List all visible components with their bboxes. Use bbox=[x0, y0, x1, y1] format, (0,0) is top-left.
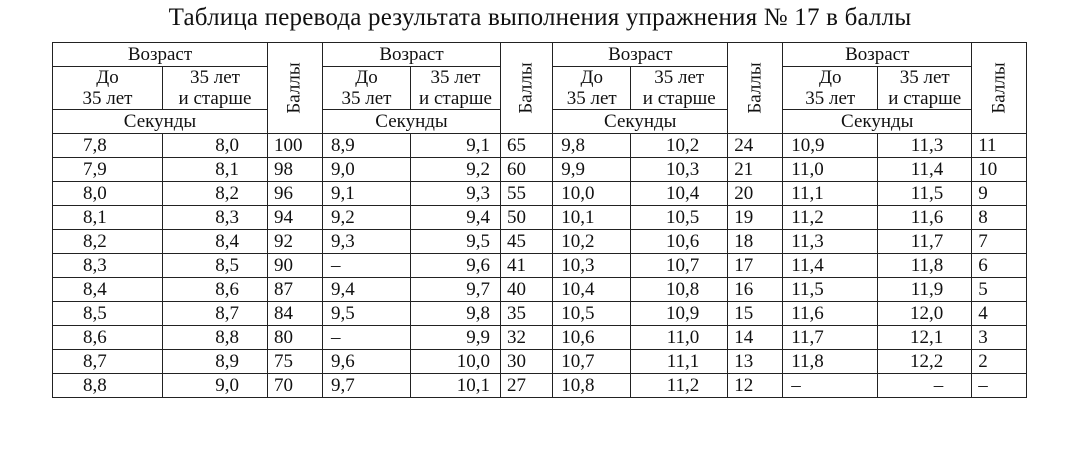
seconds-cell: 8,7 bbox=[163, 302, 268, 326]
over-35-header: 35 лет и старше bbox=[631, 67, 728, 110]
table-row bbox=[53, 158, 1027, 182]
points-cell: 45 bbox=[501, 230, 553, 254]
seconds-cell: 8,1 bbox=[53, 206, 163, 230]
seconds-cell: 9,7 bbox=[323, 374, 411, 398]
points-cell: 55 bbox=[501, 182, 553, 206]
seconds-cell: 9,4 bbox=[323, 278, 411, 302]
points-header: Баллы bbox=[268, 43, 323, 134]
seconds-cell: 8,8 bbox=[53, 374, 163, 398]
seconds-cell: 11,2 bbox=[631, 374, 728, 398]
seconds-cell: 10,2 bbox=[631, 134, 728, 158]
seconds-cell: 11,1 bbox=[631, 350, 728, 374]
seconds-cell: 10,5 bbox=[553, 302, 631, 326]
points-cell: 92 bbox=[268, 230, 323, 254]
seconds-cell: 9,4 bbox=[411, 206, 501, 230]
seconds-cell: 8,3 bbox=[53, 254, 163, 278]
points-cell: 15 bbox=[728, 302, 783, 326]
points-cell: 84 bbox=[268, 302, 323, 326]
age-header: Возраст bbox=[553, 43, 728, 67]
points-cell: 35 bbox=[501, 302, 553, 326]
seconds-cell: 11,6 bbox=[878, 206, 972, 230]
points-cell: 7 bbox=[972, 230, 1027, 254]
points-cell: 12 bbox=[728, 374, 783, 398]
seconds-cell: 8,9 bbox=[323, 134, 411, 158]
seconds-cell: 8,3 bbox=[163, 206, 268, 230]
seconds-cell: 9,6 bbox=[323, 350, 411, 374]
seconds-cell: 10,3 bbox=[631, 158, 728, 182]
seconds-cell: 11,5 bbox=[878, 182, 972, 206]
table-row bbox=[53, 206, 1027, 230]
points-cell: 13 bbox=[728, 350, 783, 374]
points-cell: 20 bbox=[728, 182, 783, 206]
points-cell: 18 bbox=[728, 230, 783, 254]
points-cell: 9 bbox=[972, 182, 1027, 206]
seconds-cell: 9,8 bbox=[411, 302, 501, 326]
points-cell: 96 bbox=[268, 182, 323, 206]
seconds-cell: 10,6 bbox=[631, 230, 728, 254]
table-row bbox=[53, 350, 1027, 374]
seconds-cell: 9,2 bbox=[323, 206, 411, 230]
table-row bbox=[53, 302, 1027, 326]
over-35-header: 35 лет и старше bbox=[411, 67, 501, 110]
seconds-cell: 11,4 bbox=[783, 254, 878, 278]
seconds-cell: 11,9 bbox=[878, 278, 972, 302]
points-cell: 87 bbox=[268, 278, 323, 302]
seconds-cell: 9,0 bbox=[163, 374, 268, 398]
under-35-header: До 35 лет bbox=[783, 67, 878, 110]
points-cell: 70 bbox=[268, 374, 323, 398]
table-row bbox=[53, 134, 1027, 158]
seconds-cell: 10,5 bbox=[631, 206, 728, 230]
seconds-cell: 10,4 bbox=[553, 278, 631, 302]
seconds-cell: 9,5 bbox=[323, 302, 411, 326]
seconds-cell: 9,7 bbox=[411, 278, 501, 302]
seconds-cell: 11,4 bbox=[878, 158, 972, 182]
seconds-cell: 12,2 bbox=[878, 350, 972, 374]
seconds-cell: 11,0 bbox=[783, 158, 878, 182]
seconds-cell: – bbox=[323, 326, 411, 350]
seconds-cell: 8,1 bbox=[163, 158, 268, 182]
points-cell: 6 bbox=[972, 254, 1027, 278]
seconds-cell: 11,6 bbox=[783, 302, 878, 326]
seconds-cell: 9,1 bbox=[411, 134, 501, 158]
seconds-header: Секунды bbox=[783, 110, 972, 134]
seconds-cell: 9,3 bbox=[411, 182, 501, 206]
seconds-cell: – bbox=[323, 254, 411, 278]
table-row bbox=[53, 230, 1027, 254]
seconds-cell: 11,7 bbox=[783, 326, 878, 350]
age-header: Возраст bbox=[323, 43, 501, 67]
seconds-cell: 11,8 bbox=[783, 350, 878, 374]
seconds-cell: 10,2 bbox=[553, 230, 631, 254]
seconds-cell: 10,7 bbox=[553, 350, 631, 374]
seconds-cell: 9,9 bbox=[553, 158, 631, 182]
table-row bbox=[53, 326, 1027, 350]
seconds-cell: 8,5 bbox=[53, 302, 163, 326]
seconds-cell: 8,2 bbox=[53, 230, 163, 254]
seconds-cell: 11,2 bbox=[783, 206, 878, 230]
seconds-cell: 10,4 bbox=[631, 182, 728, 206]
points-cell: 40 bbox=[501, 278, 553, 302]
seconds-cell: 9,2 bbox=[411, 158, 501, 182]
seconds-cell: 7,9 bbox=[53, 158, 163, 182]
seconds-cell: 10,9 bbox=[631, 302, 728, 326]
points-cell: 100 bbox=[268, 134, 323, 158]
points-cell: 80 bbox=[268, 326, 323, 350]
seconds-cell: 11,3 bbox=[783, 230, 878, 254]
table-row bbox=[53, 254, 1027, 278]
points-cell: 21 bbox=[728, 158, 783, 182]
score-conversion-table bbox=[52, 42, 1027, 398]
points-cell: 2 bbox=[972, 350, 1027, 374]
seconds-cell: 12,0 bbox=[878, 302, 972, 326]
points-header: Баллы bbox=[501, 43, 553, 134]
points-cell: 10 bbox=[972, 158, 1027, 182]
points-cell: 24 bbox=[728, 134, 783, 158]
points-cell: 27 bbox=[501, 374, 553, 398]
seconds-cell: 10,8 bbox=[553, 374, 631, 398]
seconds-cell: 9,3 bbox=[323, 230, 411, 254]
seconds-cell: 10,7 bbox=[631, 254, 728, 278]
seconds-cell: 10,1 bbox=[553, 206, 631, 230]
seconds-cell: 9,9 bbox=[411, 326, 501, 350]
table-row bbox=[53, 374, 1027, 398]
points-cell: 3 bbox=[972, 326, 1027, 350]
seconds-cell: 8,0 bbox=[163, 134, 268, 158]
points-header: Баллы bbox=[972, 43, 1027, 134]
seconds-cell: 9,0 bbox=[323, 158, 411, 182]
points-cell: 75 bbox=[268, 350, 323, 374]
over-35-header: 35 лет и старше bbox=[878, 67, 972, 110]
over-35-header: 35 лет и старше bbox=[163, 67, 268, 110]
seconds-cell: 8,6 bbox=[163, 278, 268, 302]
seconds-cell: 11,8 bbox=[878, 254, 972, 278]
points-cell: 19 bbox=[728, 206, 783, 230]
seconds-cell: 10,3 bbox=[553, 254, 631, 278]
seconds-cell: 8,6 bbox=[53, 326, 163, 350]
seconds-cell: 11,5 bbox=[783, 278, 878, 302]
points-cell: 90 bbox=[268, 254, 323, 278]
seconds-cell: 8,0 bbox=[53, 182, 163, 206]
points-header: Баллы bbox=[728, 43, 783, 134]
page-title: Таблица перевода результата выполнения упражнения № 17 в баллы bbox=[168, 4, 912, 31]
under-35-header: До 35 лет bbox=[53, 67, 163, 110]
points-cell: 16 bbox=[728, 278, 783, 302]
seconds-cell: 10,1 bbox=[411, 374, 501, 398]
points-cell: 11 bbox=[972, 134, 1027, 158]
points-cell: – bbox=[972, 374, 1027, 398]
age-header: Возраст bbox=[53, 43, 268, 67]
points-cell: 32 bbox=[501, 326, 553, 350]
seconds-cell: 10,6 bbox=[553, 326, 631, 350]
points-cell: 94 bbox=[268, 206, 323, 230]
seconds-cell: 10,0 bbox=[553, 182, 631, 206]
seconds-cell: 11,3 bbox=[878, 134, 972, 158]
seconds-cell: 8,5 bbox=[163, 254, 268, 278]
seconds-header: Секунды bbox=[53, 110, 268, 134]
points-cell: 65 bbox=[501, 134, 553, 158]
table-row bbox=[53, 278, 1027, 302]
points-cell: 98 bbox=[268, 158, 323, 182]
points-cell: 5 bbox=[972, 278, 1027, 302]
seconds-cell: 8,4 bbox=[163, 230, 268, 254]
seconds-cell: 9,8 bbox=[553, 134, 631, 158]
points-cell: 30 bbox=[501, 350, 553, 374]
points-cell: 60 bbox=[501, 158, 553, 182]
points-cell: 50 bbox=[501, 206, 553, 230]
seconds-cell: 10,0 bbox=[411, 350, 501, 374]
under-35-header: До 35 лет bbox=[553, 67, 631, 110]
seconds-cell: – bbox=[878, 374, 972, 398]
seconds-header: Секунды bbox=[323, 110, 501, 134]
seconds-cell: 9,5 bbox=[411, 230, 501, 254]
seconds-cell: 11,7 bbox=[878, 230, 972, 254]
seconds-cell: 8,9 bbox=[163, 350, 268, 374]
seconds-cell: 8,8 bbox=[163, 326, 268, 350]
points-cell: 17 bbox=[728, 254, 783, 278]
seconds-cell: 10,9 bbox=[783, 134, 878, 158]
age-header: Возраст bbox=[783, 43, 972, 67]
seconds-cell: 8,7 bbox=[53, 350, 163, 374]
seconds-cell: 11,0 bbox=[631, 326, 728, 350]
seconds-cell: 12,1 bbox=[878, 326, 972, 350]
seconds-cell: 7,8 bbox=[53, 134, 163, 158]
points-cell: 8 bbox=[972, 206, 1027, 230]
seconds-cell: 9,1 bbox=[323, 182, 411, 206]
seconds-cell: 11,1 bbox=[783, 182, 878, 206]
table-row bbox=[53, 182, 1027, 206]
table-body bbox=[53, 134, 1027, 398]
under-35-header: До 35 лет bbox=[323, 67, 411, 110]
points-cell: 41 bbox=[501, 254, 553, 278]
seconds-cell: 10,8 bbox=[631, 278, 728, 302]
points-cell: 4 bbox=[972, 302, 1027, 326]
seconds-cell: 8,4 bbox=[53, 278, 163, 302]
seconds-header: Секунды bbox=[553, 110, 728, 134]
seconds-cell: 9,6 bbox=[411, 254, 501, 278]
points-cell: 14 bbox=[728, 326, 783, 350]
seconds-cell: – bbox=[783, 374, 878, 398]
seconds-cell: 8,2 bbox=[163, 182, 268, 206]
